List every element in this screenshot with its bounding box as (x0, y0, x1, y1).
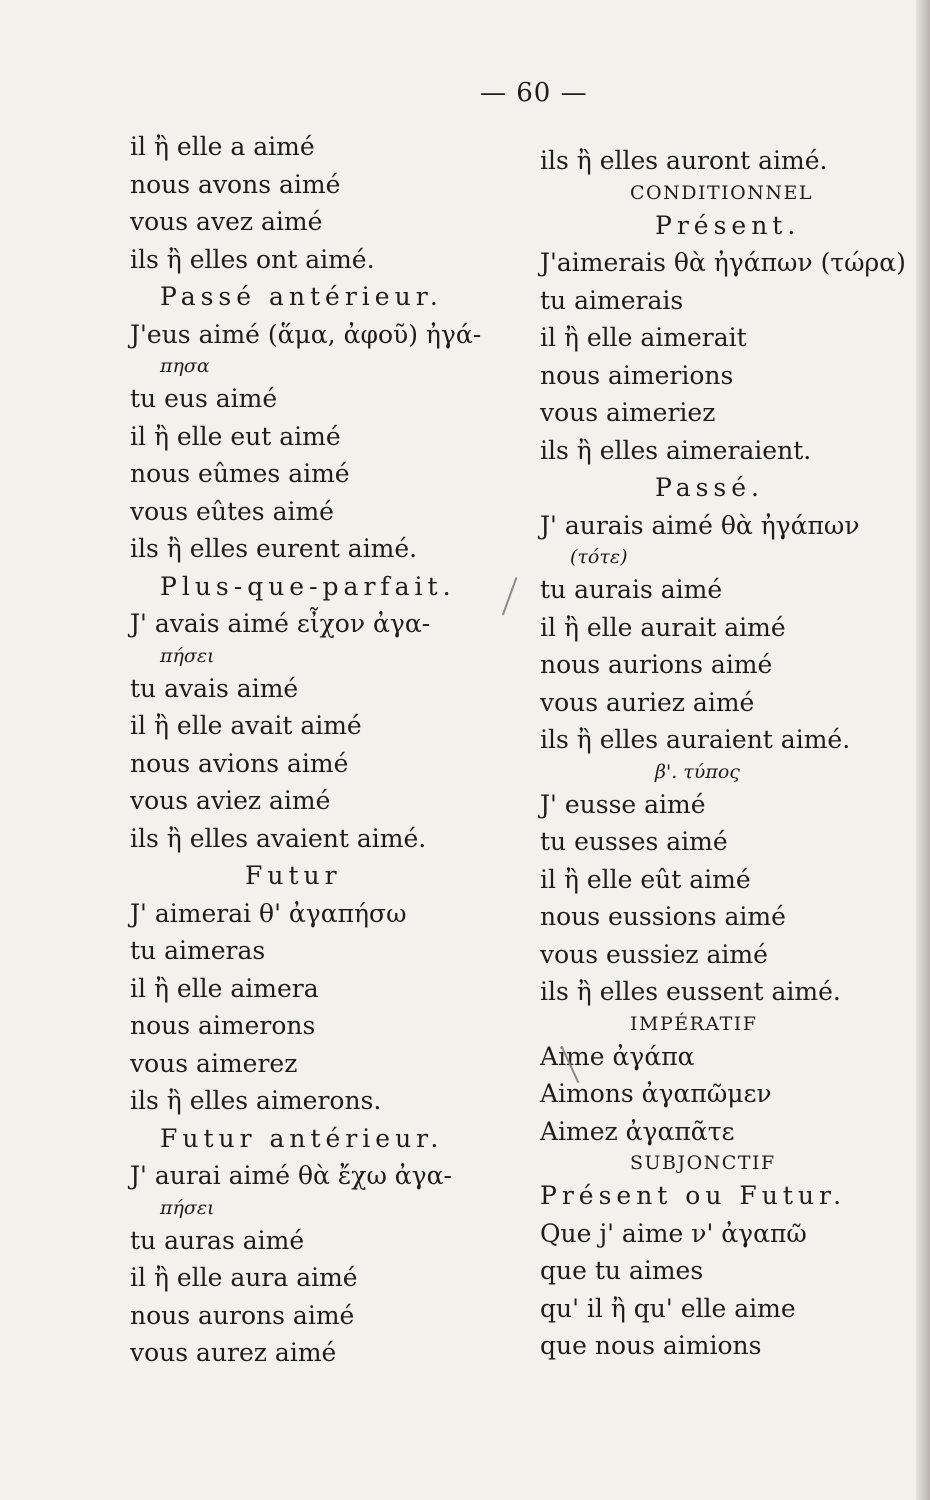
text-line: Présent. (655, 210, 801, 240)
text-line: Passé. (655, 473, 765, 502)
text-line: Plus-que-parfait. (160, 571, 456, 601)
text-line: vous aimerez (130, 1048, 298, 1078)
text-line: J'eus aimé (ἅμα, ἀφοῦ) ἠγά- (130, 319, 482, 349)
text-line: πήσει (160, 1196, 215, 1219)
text-line: nous eussions aimé (540, 902, 786, 931)
text-line: Passé antérieur. (160, 282, 443, 311)
text-line: que tu aimes (540, 1256, 704, 1285)
text-line: tu eus aimé (130, 384, 278, 413)
text-line: il ἢ elle aura aimé (130, 1263, 358, 1292)
text-line: ils ἢ elles auront aimé. (540, 146, 828, 175)
text-line: nous avions aimé (130, 748, 349, 778)
text-line: CONDITIONNEL (630, 181, 813, 204)
text-line: J' aurais aimé θὰ ἠγάπων (540, 510, 860, 540)
text-line: vous auriez aimé (540, 687, 755, 717)
text-line: il ἢ elle eût aimé (540, 864, 751, 894)
text-line: il ἢ elle eut aimé (130, 421, 341, 451)
text-line: nous aimerons (130, 1011, 316, 1040)
right-column (540, 142, 925, 1365)
text-line: ils ἢ elles eurent aimé. (130, 534, 418, 563)
text-line: vous eûtes aimé (130, 496, 334, 526)
text-line: tu aurais aimé (540, 575, 723, 604)
text-line: SUBJONCTIF (630, 1152, 776, 1174)
text-line: ils ἢ elles auraient aimé. (540, 725, 851, 754)
text-line: J' aimerai θ' ἀγαπήσω (130, 898, 407, 928)
text-line: ils ἢ elles aimeraient. (540, 435, 812, 465)
text-line: ils ἢ elles eussent aimé. (540, 977, 841, 1006)
text-line: Aimez ἀγαπᾶτε (540, 1116, 735, 1146)
text-line: J'aimerais θὰ ἠγάπων (τώρα) (540, 248, 906, 277)
text-line: πησα (160, 355, 210, 377)
text-line: ils ἢ elles avaient aimé. (130, 823, 427, 853)
text-line: il ἢ elle aimerait (540, 323, 747, 352)
text-line: vous eussiez aimé (540, 939, 768, 969)
text-line: nous eûmes aimé (130, 459, 350, 488)
text-line: (τότε) (570, 546, 628, 568)
text-line: tu eusses aimé (540, 827, 728, 856)
text-line: il ἢ elle avait aimé (130, 711, 362, 740)
text-line: Que j' aime ν' ἀγαπῶ (540, 1218, 807, 1248)
text-line: il ἢ elle aurait aimé (540, 612, 786, 642)
text-line: Aime ἀγάπα (540, 1041, 695, 1071)
text-line: Présent ou Futur. (540, 1181, 847, 1210)
text-line: J' avais aimé εἶχον ἀγα- (130, 609, 431, 638)
text-line: Aimons ἀγαπῶμεν (540, 1079, 772, 1108)
text-line: J' eusse aimé (540, 789, 706, 819)
text-line: IMPÉRATIF (630, 1012, 758, 1035)
text-line: vous aurez aimé (130, 1338, 337, 1367)
text-line: ils ἢ elles ont aimé. (130, 244, 375, 274)
text-line: nous aurions aimé (540, 650, 773, 679)
text-line: β'. τύπος (655, 760, 740, 783)
text-line: vous aimeriez (540, 398, 716, 427)
text-line: qu' il ἢ qu' elle aime (540, 1293, 796, 1323)
text-line: tu avais aimé (130, 673, 299, 703)
text-line: vous aviez aimé (130, 786, 331, 815)
text-line: J' aurai aimé θὰ ἔχω ἀγα- (130, 1161, 452, 1190)
text-line: il ἢ elle a aimé (130, 132, 315, 161)
text-line: Futur (245, 861, 342, 890)
left-column (130, 128, 510, 1372)
text-line: πήσει (160, 644, 215, 667)
page-number: — 60 — (480, 78, 588, 108)
text-line: vous avez aimé (130, 207, 323, 236)
text-line: nous aimerions (540, 360, 734, 390)
text-line: tu aimeras (130, 936, 266, 965)
text-line: tu aimerais (540, 285, 684, 315)
text-line: ils ἢ elles aimerons. (130, 1086, 382, 1115)
text-line: il ἢ elle aimera (130, 973, 319, 1003)
text-line: que nous aimions (540, 1331, 762, 1360)
text-line: tu auras aimé (130, 1225, 305, 1255)
text-line: Futur antérieur. (160, 1123, 444, 1153)
text-line: nous aurons aimé (130, 1300, 355, 1330)
text-line: nous avons aimé (130, 169, 341, 199)
